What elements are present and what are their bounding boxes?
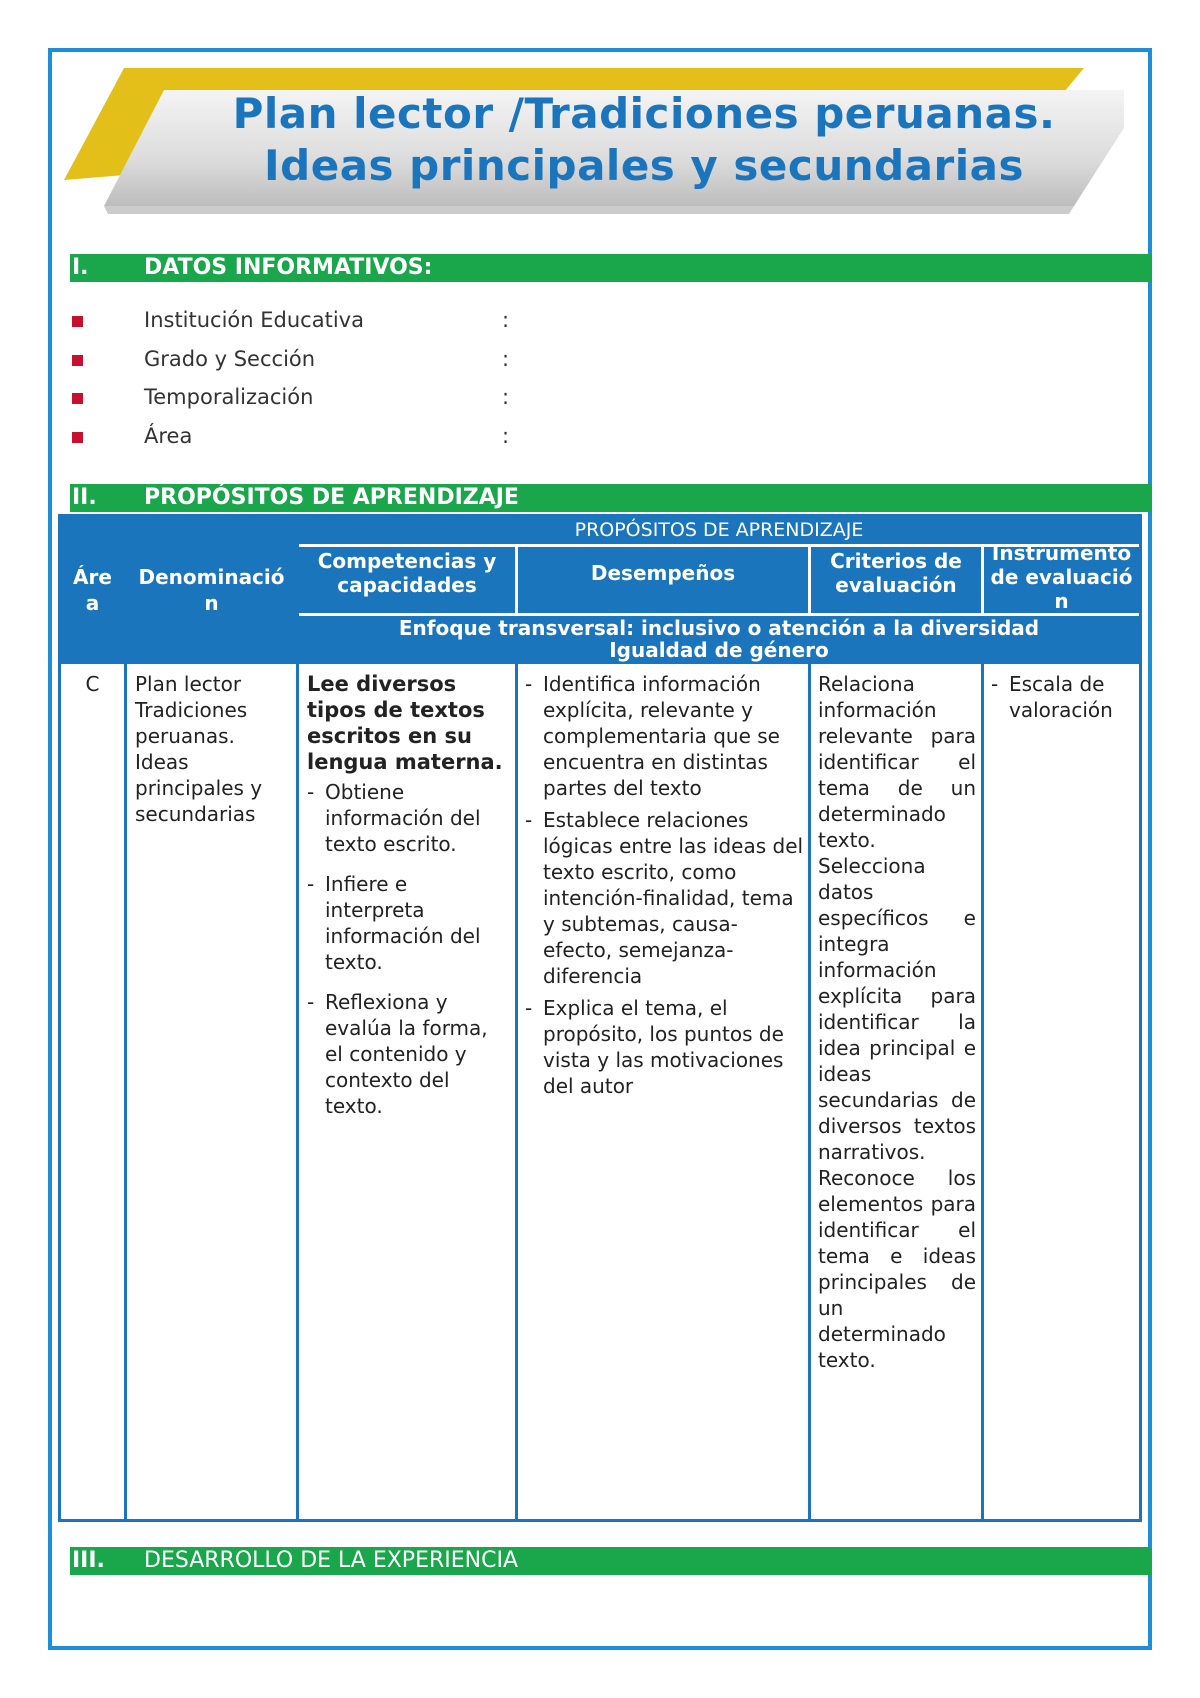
info-label: Área — [144, 424, 193, 448]
instrumento-item: - Escala de valoración — [991, 671, 1139, 723]
header-denominacion — [127, 517, 296, 664]
section-propositos — [70, 484, 1152, 512]
enfoque-transversal — [299, 617, 1139, 661]
capacidad-item: - Infiere e interpreta información del texto. — [307, 871, 511, 975]
section-label: PROPÓSITOS DE APRENDIZAJE — [144, 485, 519, 510]
info-label: Temporalización — [144, 385, 314, 409]
enfoque-line-1: Enfoque transversal: inclusivo o atención a la diversidad — [398, 616, 1040, 640]
info-label: Grado y Sección — [144, 347, 316, 371]
title-banner — [64, 68, 1124, 218]
section-number: II. — [72, 485, 97, 510]
competencia-title: Lee diversos tipos de textos escritos en su lengua materna. — [307, 672, 503, 774]
info-label: Institución Educativa — [144, 308, 364, 332]
title-line-1: Plan lector /Tradiciones peruanas. — [232, 89, 1056, 138]
header-competencias-label: Competencias y capacidades — [317, 549, 497, 597]
bullet-icon — [72, 355, 83, 366]
desempeno-item: - Establece relaciones lógicas entre las ideas del texto escrito, como intención-finalidad, tema y subtemas, causa-efecto, semejanza-diferencia — [525, 807, 805, 989]
header-desempenos-label: Desempeños — [590, 561, 736, 585]
capacidad-item: - Reflexiona y evalúa la forma, el contenido y contexto del texto. — [307, 989, 511, 1119]
header-area-label: Área — [73, 565, 112, 615]
cell-denominacion: Plan lector Tradiciones peruanas. Ideas principales y secundarias — [135, 672, 263, 826]
page-title — [214, 88, 1074, 192]
header-criterios-label: Criterios de evaluación — [830, 549, 962, 597]
cell-competencias — [307, 671, 511, 1119]
cell-instrumento — [991, 671, 1139, 723]
section-number: I. — [72, 255, 89, 280]
section-label: DATOS INFORMATIVOS: — [144, 255, 433, 280]
info-colon: : — [502, 308, 510, 332]
desempeno-item: - Explica el tema, el propósito, los puntos de vista y las motivaciones del autor — [525, 995, 805, 1099]
header-instrumento-label: Instrumento de evaluación — [990, 541, 1133, 613]
section-label: DESARROLLO DE LA EXPERIENCIA — [144, 1548, 518, 1573]
info-colon: : — [502, 347, 510, 371]
info-colon: : — [502, 385, 510, 409]
section-desarrollo — [70, 1547, 1152, 1575]
title-line-2: Ideas principales y secundarias — [264, 141, 1024, 190]
header-area — [61, 517, 124, 664]
bullet-icon — [72, 393, 83, 404]
propositos-table — [58, 514, 1142, 1522]
section-datos-informativos — [70, 254, 1152, 282]
header-denominacion-label: Denominación — [138, 565, 285, 615]
cell-area: C — [85, 672, 100, 696]
bullet-icon — [72, 316, 83, 327]
header-propositos-group — [299, 517, 1139, 664]
section-number: III. — [72, 1548, 105, 1573]
enfoque-line-2: Igualdad de género — [609, 638, 829, 662]
info-colon: : — [502, 424, 510, 448]
bullet-icon — [72, 432, 83, 443]
desempeno-item: - Identifica información explícita, relevante y complementaria que se encuentra en distintas partes del texto — [525, 671, 805, 801]
cell-criterios: Relaciona información relevante para identificar el tema de un determinado texto. Selecciona datos específicos e integra información explícita para identificar la idea principal e ideas secundarias de diversos textos narrativos. Reconoce los elementos para identificar el tema e ideas principales de un determinado texto. — [818, 672, 976, 1372]
capacidad-item: - Obtiene información del texto escrito. — [307, 779, 511, 857]
header-propositos-label: PROPÓSITOS DE APRENDIZAJE — [574, 519, 864, 541]
cell-desempenos — [525, 671, 805, 1099]
